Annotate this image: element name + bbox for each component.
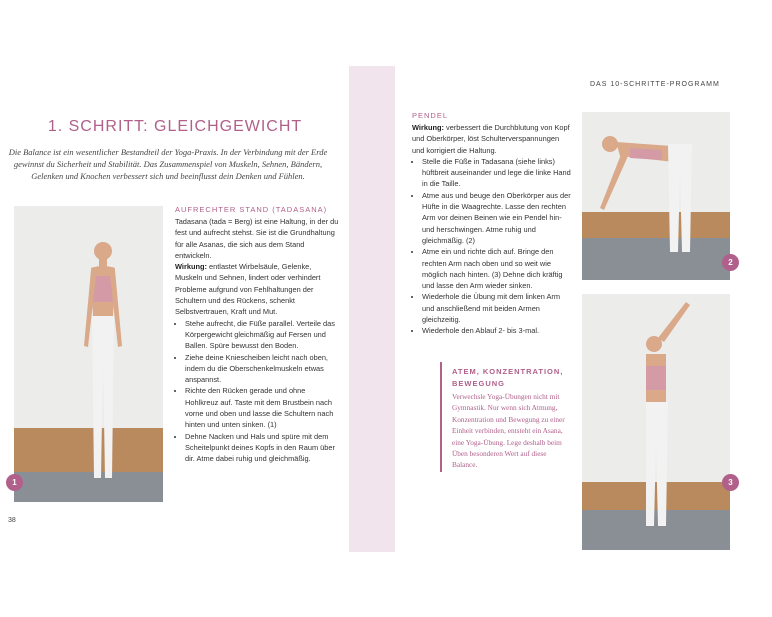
page-number: 38 — [8, 517, 16, 524]
yoga-bending-photo — [582, 112, 730, 280]
tadasana-body — [175, 216, 340, 465]
list-item: • Stelle die Füße in Tadasana (siehe links) hüftbreit auseinander und lege die linke Hand in die Taille. — [422, 156, 572, 190]
list-item: • Dehne Nacken und Hals und spüre mit dem Scheitelpunkt deines Kopfs in den Raum über dir. Atme dabei ruhig und gleichmäßig. — [185, 431, 340, 465]
pendel-body — [412, 122, 572, 337]
step-title: 1. SCHRITT: GLEICHGEWICHT — [47, 118, 303, 135]
bending-figure-icon — [582, 112, 730, 280]
effect-text: entlastet Wirbelsäule, Gelenke, Muskeln und Sehnen, lindert oder verhindert Probleme aufgrund von Fehlhaltungen der Schultern und des Rückens, schenkt Selbstvertrauen, Kraft und Mut. — [175, 262, 321, 317]
tip-box-rule — [440, 362, 442, 472]
list-item: • Wiederhole die Übung mit dem linken Arm und anschließend mit beiden Armen gleichzeitig. — [422, 291, 572, 325]
tadasana-steps — [175, 318, 340, 465]
yoga-arm-raised-photo — [582, 294, 730, 550]
list-item: • Atme aus und beuge den Oberkörper aus der Hüfte in die Waagrechte. Lasse den rechten Arm vor deinen Beinen wie ein Pendel hin- und herschwingen. Atme ruhig und gleichmäßig. (2) — [422, 190, 572, 246]
section-header: DAS 10-SCHRITTE-PROGRAMM — [590, 81, 720, 88]
pendel-steps — [412, 156, 572, 337]
page-gutter-band — [349, 66, 395, 552]
effect-text: verbessert die Durchblutung von Kopf und Oberkörper, löst Schulterverspannungen und korrigiert die Haltung. — [412, 123, 570, 155]
yoga-standing-photo — [14, 206, 163, 502]
standing-figure-icon — [14, 206, 163, 502]
list-item: • Richte den Rücken gerade und ohne Hohlkreuz auf. Taste mit dem Brustbein nach vorne und oben und lasse die Schultern nach hinten und unten sinken. (1) — [185, 385, 340, 430]
list-item: • Atme ein und richte dich auf. Bringe den rechten Arm nach oben und so weit wie möglich nach hinten. (3) Dehne dich kräftig und lasse den Arm wieder sinken. — [422, 246, 572, 291]
photo-badge-1: 1 — [6, 474, 23, 491]
effect-label: Wirkung: — [175, 262, 207, 272]
tadasana-heading: AUFRECHTER STAND (TADASANA) — [175, 205, 328, 214]
list-item: • Wiederhole den Ablauf 2- bis 3-mal. — [422, 325, 572, 336]
intro-text: Die Balance ist ein wesentlicher Bestandteil der Yoga-Praxis. In der Verbindung mit der Erde gewinnst du Sicherheit und Stabilität. Das Zusammenspiel von Muskeln, Sehnen, Bändern, Gelenken und Knochen verbessert sich und beeinflusst dein Denken und Fühlen. — [8, 147, 328, 181]
pendel-heading: PENDEL — [412, 111, 449, 120]
tip-box-title: ATEM, KONZENTRATION, BEWEGUNG — [452, 367, 564, 388]
photo-badge-3: 3 — [722, 474, 739, 491]
list-item: • Ziehe deine Kniescheiben leicht nach oben, indem du die Oberschenkelmuskeln etwas anspannst. — [185, 352, 340, 386]
list-item: • Stehe aufrecht, die Füße parallel. Verteile das Körpergewicht gleichmäßig auf Fersen und Ballen. Spüre bewusst den Boden. — [185, 318, 340, 352]
pendel-effect — [412, 122, 572, 156]
tadasana-effect — [175, 261, 340, 317]
photo-badge-2: 2 — [722, 254, 739, 271]
effect-label: Wirkung: — [412, 123, 444, 132]
arm-raised-figure-icon — [582, 294, 730, 550]
tadasana-intro: Tadasana (tada = Berg) ist eine Haltung, in der du fest und aufrecht stehst. Sie ist die Grundhaltung für alle Asanas, die sich aus dem Stand entwickeln. — [175, 217, 339, 260]
tip-box-text: Verwechsle Yoga-Übungen nicht mit Gymnastik. Nur wenn sich Atmung, Konzentration und Bewegung zu einer Einheit verbinden, entsteht ein Asana, eine Yoga-Übung. Lege deshalb beim Üben besonderen Wert auf diese Balance. — [452, 392, 565, 470]
